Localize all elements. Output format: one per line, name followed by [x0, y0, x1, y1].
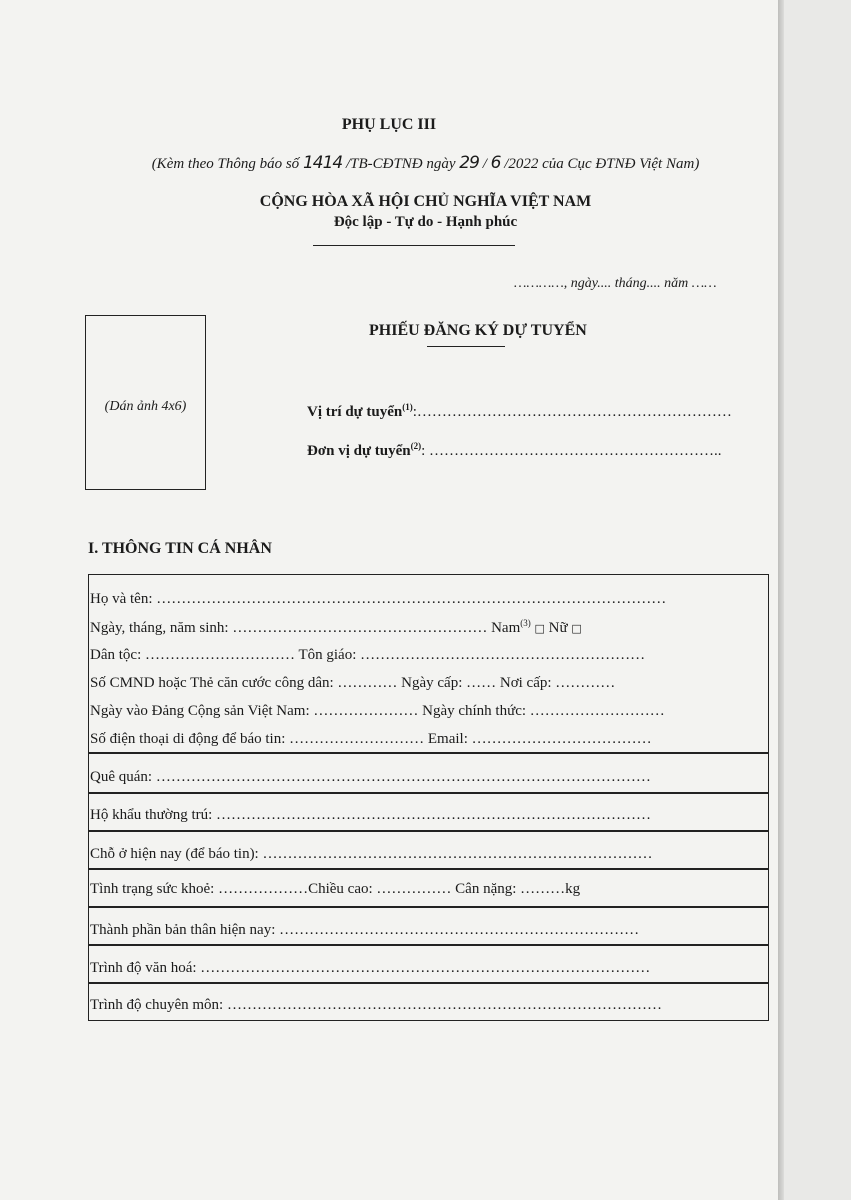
row-full-name: Họ và tên: ………………………………………………………………………………………… — [90, 591, 667, 607]
handwritten-month: 6 — [490, 153, 501, 173]
row-party-membership: Ngày vào Đảng Cộng sản Việt Nam: ………………… Ngày chính thức: ……………………… — [90, 703, 665, 719]
photo-label: (Dán ảnh 4x6) — [104, 399, 187, 414]
position-field — [307, 402, 732, 421]
table-divider — [88, 792, 769, 794]
table-divider — [88, 752, 769, 754]
table-divider — [88, 944, 769, 946]
reference-suffix: /2022 của Cục ĐTNĐ Việt Nam) — [500, 156, 700, 172]
handwritten-number: 1414 — [302, 153, 343, 173]
motto-underline — [313, 245, 515, 246]
table-divider — [88, 830, 769, 832]
female-checkbox[interactable]: □ — [571, 622, 582, 635]
section-heading: I. THÔNG TIN CÁ NHÂN — [88, 540, 272, 557]
handwritten-day: 29 — [459, 153, 479, 173]
row-permanent-residence: Hộ khẩu thường trú: …………………………………………………………………………… — [90, 807, 652, 823]
male-checkbox[interactable]: □ — [534, 622, 545, 635]
unit-dots: : ………………………………………………….. — [421, 443, 722, 459]
position-dots: :……………………………………………………… — [412, 404, 732, 420]
row-current-address: Chỗ ở hiện nay (để báo tin): …………………………………………………………………… — [90, 846, 653, 862]
appendix-title: PHỤ LỤC III — [341, 116, 437, 133]
form-title: PHIẾU ĐĂNG KÝ DỰ TUYỂN — [369, 322, 587, 339]
row-id-card: Số CMND hoặc Thẻ căn cước công dân: ………… Ngày cấp: …… Nơi cấp: ………… — [90, 675, 616, 691]
date-line: …………, ngày.... tháng.... năm …… — [514, 276, 717, 291]
row-hometown: Quê quán: ……………………………………………………………………………………… — [90, 769, 651, 785]
female-label: Nữ — [544, 620, 572, 636]
table-divider — [88, 982, 769, 984]
position-note: (1) — [402, 402, 413, 412]
table-divider — [88, 868, 769, 870]
position-label: Vị trí dự tuyển — [307, 404, 403, 420]
form-title-underline — [427, 346, 505, 347]
row-background: Thành phần bản thân hiện nay: ……………………………………………………………… — [90, 922, 640, 938]
photo-box — [85, 315, 206, 490]
gender-note: (3) — [520, 618, 531, 628]
reference-middle: /TB-CĐTNĐ ngày — [342, 156, 460, 172]
row-ethnicity-religion: Dân tộc: ………………………… Tôn giáo: ………………………………………………… — [90, 647, 646, 663]
row-health: Tình trạng sức khoẻ: ………………Chiều cao: …………… Cân nặng: ………kg — [90, 881, 581, 897]
unit-field — [307, 441, 722, 460]
row-specialization: Trình độ chuyên môn: …………………………………………………………………………… — [90, 997, 662, 1013]
row-date-of-birth — [90, 618, 582, 637]
reference-prefix: (Kèm theo Thông báo số — [151, 156, 303, 172]
motto: Độc lập - Tự do - Hạnh phúc — [333, 214, 518, 230]
page-edge — [778, 0, 784, 1200]
unit-label: Đơn vị dự tuyển — [307, 443, 411, 459]
nation-heading: CỘNG HÒA XÃ HỘI CHỦ NGHĨA VIỆT NAM — [259, 193, 592, 210]
reference-line — [0, 153, 851, 173]
table-divider — [88, 906, 769, 908]
personal-info-table — [88, 574, 769, 1021]
row-education: Trình độ văn hoá: ……………………………………………………………………………… — [90, 960, 651, 976]
row-phone-email: Số điện thoại di động để báo tin: ……………………… Email: ……………………………… — [90, 731, 652, 747]
unit-note: (2) — [410, 441, 422, 451]
dob-text: Ngày, tháng, năm sinh: …………………………………………… Nam — [90, 620, 521, 636]
reference-separator: / — [478, 156, 491, 172]
